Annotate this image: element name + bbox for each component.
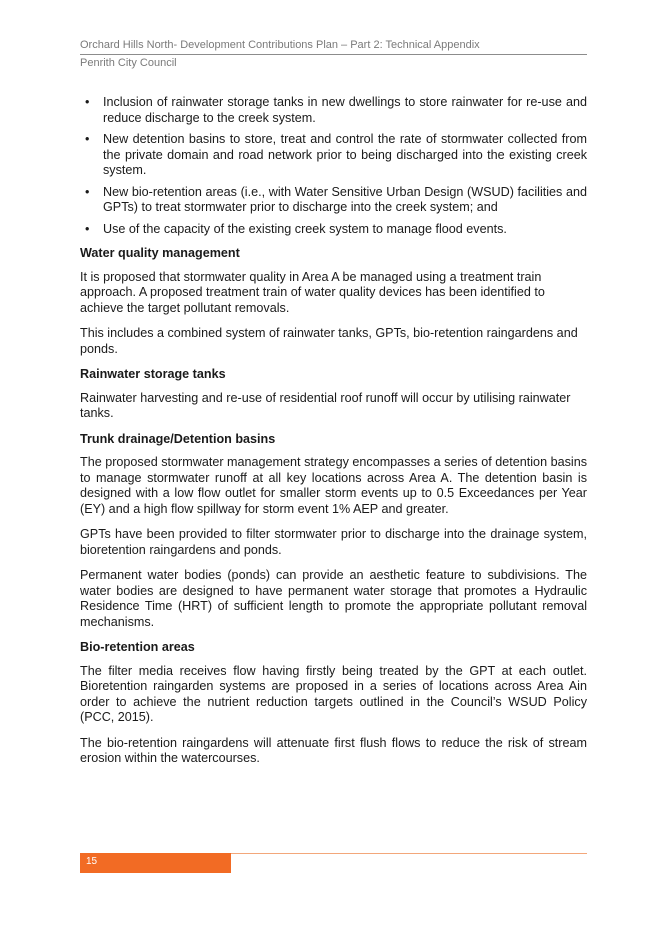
council-name: Penrith City Council bbox=[80, 57, 177, 69]
list-item: • New detention basins to store, treat and control the rate of stormwater collected from the private domain and road network prior to being discharged into the existing creek system. bbox=[85, 132, 587, 177]
heading-trunk-drainage: Trunk drainage/Detention basins bbox=[80, 431, 276, 446]
document-body bbox=[80, 95, 587, 777]
list-item: • Inclusion of rainwater storage tanks in new dwellings to store rainwater for re-use and reduce discharge to the creek system. bbox=[85, 95, 587, 125]
paragraph: Rainwater harvesting and re-use of residential roof runoff will occur by utilising rainwater tanks. bbox=[80, 390, 571, 420]
paragraph: The bio-retention raingardens will attenuate first flush flows to reduce the risk of stream erosion within the watercourses. bbox=[80, 735, 587, 765]
paragraph: The filter media receives flow having firstly being treated by the GPT at each outlet. Bioretention raingarden systems are proposed in a series of locations across Area Ain order to achieve the nutrient reduction targets outlined in the Council’s WSUD Policy (PCC, 2015). bbox=[80, 663, 587, 724]
page-header bbox=[80, 38, 587, 70]
bullet-icon: • bbox=[85, 95, 90, 109]
heading-water-quality: Water quality management bbox=[80, 246, 240, 260]
bullet-icon: • bbox=[85, 184, 90, 199]
paragraph: GPTs have been provided to filter stormwater prior to discharge into the drainage system, bioretention raingardens and ponds. bbox=[80, 527, 587, 557]
bullet-icon: • bbox=[85, 221, 90, 236]
paragraph: Permanent water bodies (ponds) can provide an aesthetic feature to subdivisions. The water bodies are designed to have permanent water storage that promotes a Hydraulic Residence Time (HRT) of sufficient length to promote the appropriate pollutant removal mechanisms. bbox=[80, 568, 587, 629]
page-number: 15 bbox=[86, 856, 98, 867]
heading-rainwater-tanks: Rainwater storage tanks bbox=[80, 367, 226, 381]
heading-bio-retention: Bio-retention areas bbox=[80, 640, 195, 654]
paragraph: It is proposed that stormwater quality in Area A be managed using a treatment train approach. A proposed treatment train of water quality devices has been identified to achieve the target pollutant removals. bbox=[80, 269, 545, 315]
list-item: • New bio-retention areas (i.e., with Water Sensitive Urban Design (WSUD) facilities and GPTs) to treat stormwater prior to discharge into the creek system; and bbox=[85, 184, 587, 214]
document-title: Orchard Hills North- Development Contributions Plan – Part 2: Technical Appendix bbox=[80, 39, 480, 51]
paragraph: This includes a combined system of rainwater tanks, GPTs, bio-retention raingardens and ponds. bbox=[80, 326, 578, 356]
page-number-badge bbox=[80, 853, 231, 873]
paragraph: The proposed stormwater management strategy encompasses a series of detention basins to manage stormwater runoff at all key locations across Area A. The detention basin is designed with a low flow outlet for smaller storm events up to 0.5 Exceedances per Year (EY) and a high flow spillway for storm event 1% AEP and greater. bbox=[80, 455, 587, 516]
header-divider bbox=[80, 54, 587, 55]
bullet-list bbox=[80, 95, 587, 237]
list-item: • Use of the capacity of the existing creek system to manage flood events. bbox=[85, 221, 507, 236]
bullet-icon: • bbox=[85, 132, 90, 146]
